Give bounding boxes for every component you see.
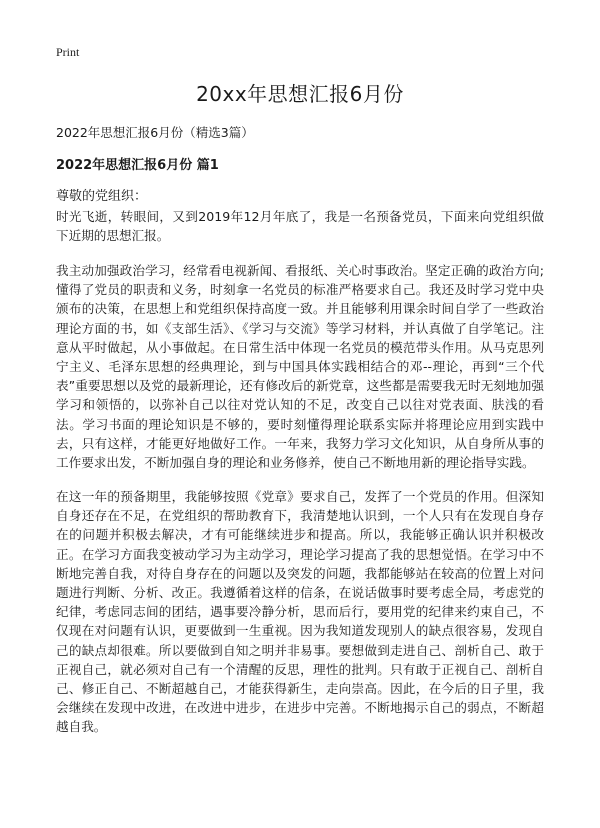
print-link[interactable]: Print bbox=[56, 45, 80, 59]
paragraph-2: 我主动加强政治学习，经常看电视新闻、看报纸、关心时事政治。坚定正确的政治方向;懂得了党员的职责和义务，时刻拿一名党员的标准严格要求自己。我还及时学习党中央颁布的决策，在思想上和党组织保持高度一致。并且能够利用课余时间自学了一些政治理论方面的书，如《支部生活》、《学习与交流》等学习材料，并认真做了自学笔记。注意从平时做起，从小事做起。在日常生活中体现一名党员的模范带头作用。从马克思列宁主义、毛泽东思想的经典理论，到与中国具体实践相结合的邓--理论，再到“三个代表”重要思想以及党的最新理论，还有修改后的新党章，这些都是需要我无时无刻地加强学习和领悟的，以弥补自己以往对党认知的不足，改变自己以往对党表面、肤浅的看法。学习书面的理论知识是不够的，要时刻懂得理论联系实际并将理论应用到实践中去，只有这样，才能更好地做好工作。一年来，我努力学习文化知识，从自身所从事的工作要求出发，不断加强自身的理论和业务修养，使自己不断地用新的理论指导实践。 bbox=[56, 263, 544, 471]
section-title: 2022年思想汇报6月份 篇1 bbox=[56, 158, 219, 173]
paragraph-3: 在这一年的预备期里，我能够按照《党章》要求自己，发挥了一个党员的作用。但深知自身还存在不足，在党组织的帮助教育下，我清楚地认识到，一个人只有在发现自身存在的问题并积极去解决，才有可能继续进步和提高。所以，我能够正确认识并积极改正。在学习方面我变被动学习为主动学习，理论学习提高了我的思想觉悟。在学习中不断地完善自我，对待自身存在的问题以及突发的问题，我都能够站在较高的位置上对问题进行判断、分析、改正。我遵循着这样的信条，在说话做事时要考虑全局，考虑党的纪律，考虑同志间的团结，遇事要冷静分析，思而后行，要用党的纪律来约束自己，不仅现在对问题有认识，更要做到一生重视。因为我知道发现别人的缺点很容易，发现自己的缺点却很难。所以要做到自知之明并非易事。要想做到走进自己、剖析自己、敢于正视自己，就必须对自己有一个清醒的反思，理性的批判。只有敢于正视自己、剖析自己、修正自己、不断超越自己，才能获得新生，走向崇高。因此，在今后的日子里，我会继续在发现中改进，在改进中进步，在进步中完善。不断地揭示自己的弱点，不断超越自我。 bbox=[56, 489, 544, 735]
document-subtitle: 2022年思想汇报6月份（精选3篇） bbox=[56, 125, 254, 140]
document-title: 20xx年思想汇报6月份 bbox=[196, 82, 404, 106]
greeting: 尊敬的党组织： bbox=[56, 189, 148, 204]
paragraph-1: 时光飞逝，转眼间，又到2019年12月年底了，我是一名预备党员，下面来向党组织做下近期的思想汇报。 bbox=[56, 209, 544, 244]
